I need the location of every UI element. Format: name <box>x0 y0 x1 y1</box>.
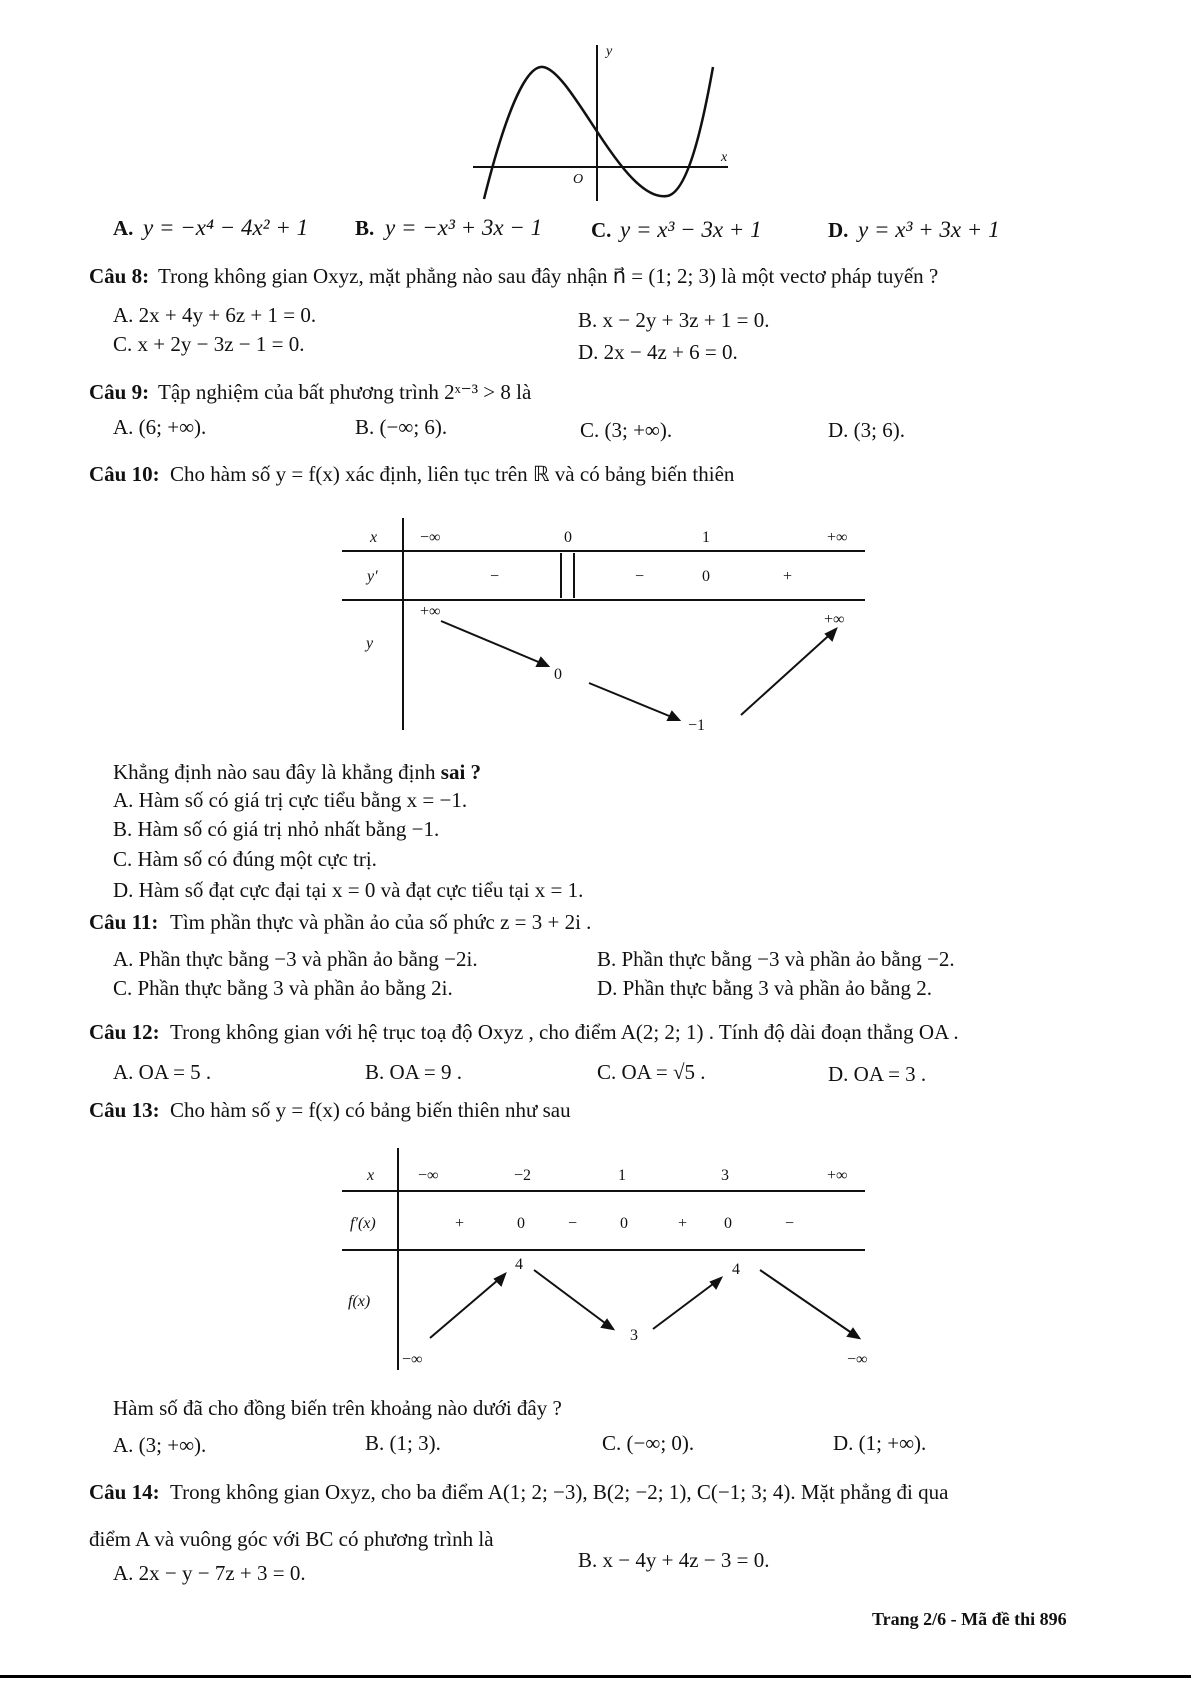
q10-yprime-label: y′ <box>367 568 378 585</box>
q13-x-value: 1 <box>618 1167 626 1184</box>
q10-option-c[interactable]: C. Hàm số có đúng một cực trị. <box>113 847 377 871</box>
q7-option-b[interactable]: y = −x³ + 3x − 1 <box>385 215 543 240</box>
q10-option-b[interactable]: B. Hàm số có giá trị nhỏ nhất bằng −1. <box>113 817 440 841</box>
origin-label: O <box>573 172 584 187</box>
q9-option-a[interactable]: A. (6; +∞). <box>113 415 207 439</box>
q12-option-a[interactable]: A. OA = 5 . <box>113 1060 212 1084</box>
decrease-arrow <box>534 1270 613 1329</box>
y-axis-label: y <box>606 44 613 59</box>
q8-label: Câu 8: <box>89 264 150 288</box>
q7-option-d[interactable]: y = x³ + 3x + 1 <box>858 217 1000 242</box>
q10-variation-table <box>342 518 867 732</box>
x-axis-label: x <box>721 150 728 165</box>
q11-option-a[interactable]: A. Phần thực bằng −3 và phần ảo bằng −2i. <box>113 947 478 971</box>
decrease-arrow <box>441 621 548 666</box>
q10-x-value: 0 <box>564 529 572 546</box>
q9-text: Tập nghiệm của bất phương trình 2ˣ⁻³ > 8 là <box>158 380 532 404</box>
q13-x-value: +∞ <box>827 1167 848 1184</box>
q10-option-d[interactable]: D. Hàm số đạt cực đại tại x = 0 và đạt cực tiểu tại x = 1. <box>113 878 584 902</box>
q10-x-value: +∞ <box>827 529 848 546</box>
q14-option-b[interactable]: B. x − 4y + 4z − 3 = 0. <box>578 1548 770 1572</box>
cubic-graph <box>473 43 735 203</box>
q7-option-a[interactable]: y = −x⁴ − 4x² + 1 <box>143 215 309 240</box>
page-footer: Trang 2/6 - Mã đề thi 896 <box>872 1609 1067 1629</box>
q8-text: Trong không gian Oxyz, mặt phẳng nào sau đây nhận n⃗ = (1; 2; 3) là một vectơ pháp tuyến ? <box>158 264 939 288</box>
q11-label: Câu 11: <box>89 910 159 934</box>
q13-prompt: Hàm số đã cho đồng biến trên khoảng nào dưới đây ? <box>113 1396 562 1420</box>
q10-prompt-text: Khẳng định nào sau đây là khẳng định <box>113 760 441 784</box>
q13-x-value: −∞ <box>418 1167 439 1184</box>
q8-option-d[interactable]: D. 2x − 4z + 6 = 0. <box>578 340 738 364</box>
q7-option-d-letter[interactable]: D. <box>828 218 849 242</box>
q10-x-value: 1 <box>702 529 710 546</box>
q7-option-b-letter[interactable]: B. <box>355 216 375 240</box>
q13-x-label: x <box>367 1167 375 1184</box>
q13-fprime-label: f′(x) <box>350 1215 376 1232</box>
q12-label: Câu 12: <box>89 1020 160 1044</box>
q10-y-value: −1 <box>688 717 706 732</box>
q12-text: Trong không gian với hệ trục toạ độ Oxyz , cho điểm A(2; 2; 1) . Tính độ dài đoạn thẳng OA . <box>170 1020 959 1044</box>
q11-option-b[interactable]: B. Phần thực bằng −3 và phần ảo bằng −2. <box>597 947 955 971</box>
q13-fprime-sign: − <box>785 1215 795 1232</box>
q10-yprime-sign: − <box>490 568 500 585</box>
increase-arrow <box>741 629 836 715</box>
q11-option-c[interactable]: C. Phần thực bằng 3 và phần ảo bằng 2i. <box>113 976 453 1000</box>
q10-option-a[interactable]: A. Hàm số có giá trị cực tiểu bằng x = −1. <box>113 788 468 812</box>
q10-yprime-sign: − <box>635 568 645 585</box>
q13-fprime-sign: 0 <box>620 1215 628 1232</box>
q10-x-label: x <box>370 529 378 546</box>
q12-option-b[interactable]: B. OA = 9 . <box>365 1060 463 1084</box>
q8-option-a[interactable]: A. 2x + 4y + 6z + 1 = 0. <box>113 303 317 327</box>
q13-fprime-sign: 0 <box>517 1215 525 1232</box>
q13-f-label: f(x) <box>348 1293 371 1310</box>
decrease-arrow <box>760 1270 859 1338</box>
bottom-border <box>0 1675 1191 1678</box>
q13-fprime-sign: + <box>455 1215 465 1232</box>
increase-arrow <box>653 1278 721 1329</box>
q10-x-value: −∞ <box>420 529 441 546</box>
q7-option-c-letter[interactable]: C. <box>591 218 612 242</box>
q13-label: Câu 13: <box>89 1098 160 1122</box>
q13-f-value: 4 <box>515 1256 523 1273</box>
q10-y-value: 0 <box>554 666 562 683</box>
q12-option-c[interactable]: C. OA = √5 . <box>597 1060 706 1084</box>
q14-label: Câu 14: <box>89 1480 160 1504</box>
q13-fprime-sign: 0 <box>724 1215 732 1232</box>
q7-option-a-letter[interactable]: A. <box>113 216 134 240</box>
q10-prompt <box>113 762 481 783</box>
q14-option-a[interactable]: A. 2x − y − 7z + 3 = 0. <box>113 1561 306 1585</box>
q13-f-value: 4 <box>732 1261 740 1278</box>
q9-option-c[interactable]: C. (3; +∞). <box>580 418 673 442</box>
q12-option-d[interactable]: D. OA = 3 . <box>828 1062 927 1086</box>
q9-option-d[interactable]: D. (3; 6). <box>828 418 905 442</box>
q13-f-value: 3 <box>630 1327 638 1344</box>
q13-x-value: −2 <box>514 1167 532 1184</box>
q13-option-d[interactable]: D. (1; +∞). <box>833 1431 927 1455</box>
q13-f-value: −∞ <box>847 1351 868 1368</box>
q13-variation-table <box>342 1148 872 1374</box>
function-curve <box>484 67 713 199</box>
q8-option-c[interactable]: C. x + 2y − 3z − 1 = 0. <box>113 332 305 356</box>
q8-option-b[interactable]: B. x − 2y + 3z + 1 = 0. <box>578 308 770 332</box>
q10-y-value: +∞ <box>420 603 441 620</box>
q13-option-a[interactable]: A. (3; +∞). <box>113 1433 207 1457</box>
q10-yprime-sign: + <box>783 568 793 585</box>
q10-y-value: +∞ <box>824 611 845 628</box>
q7-option-c[interactable]: y = x³ − 3x + 1 <box>620 217 762 242</box>
q10-y-label: y <box>366 635 374 652</box>
q10-text: Cho hàm số y = f(x) xác định, liên tục trên ℝ và có bảng biến thiên <box>170 462 735 486</box>
q13-option-b[interactable]: B. (1; 3). <box>365 1431 441 1455</box>
increase-arrow <box>430 1274 505 1338</box>
decrease-arrow <box>589 683 679 720</box>
q13-f-value: −∞ <box>402 1351 423 1368</box>
q13-fprime-sign: − <box>568 1215 578 1232</box>
q13-x-value: 3 <box>721 1167 729 1184</box>
q14-text: Trong không gian Oxyz, cho ba điểm A(1; 2; −3), B(2; −2; 1), C(−1; 3; 4). Mặt phẳng đi qua <box>170 1480 949 1504</box>
q13-fprime-sign: + <box>678 1215 688 1232</box>
q10-prompt-emphasis: sai ? <box>440 760 482 784</box>
q9-label: Câu 9: <box>89 380 150 404</box>
q10-label: Câu 10: <box>89 462 160 486</box>
q13-text: Cho hàm số y = f(x) có bảng biến thiên như sau <box>170 1098 571 1122</box>
q13-option-c[interactable]: C. (−∞; 0). <box>602 1431 695 1455</box>
q14-text-continued: điểm A và vuông góc với BC có phương trình là <box>89 1527 494 1551</box>
q11-option-d[interactable]: D. Phần thực bằng 3 và phần ảo bằng 2. <box>597 976 933 1000</box>
q11-text: Tìm phần thực và phần ảo của số phức z = 3 + 2i . <box>170 910 592 934</box>
q9-option-b[interactable]: B. (−∞; 6). <box>355 415 448 439</box>
q10-yprime-sign: 0 <box>702 568 710 585</box>
